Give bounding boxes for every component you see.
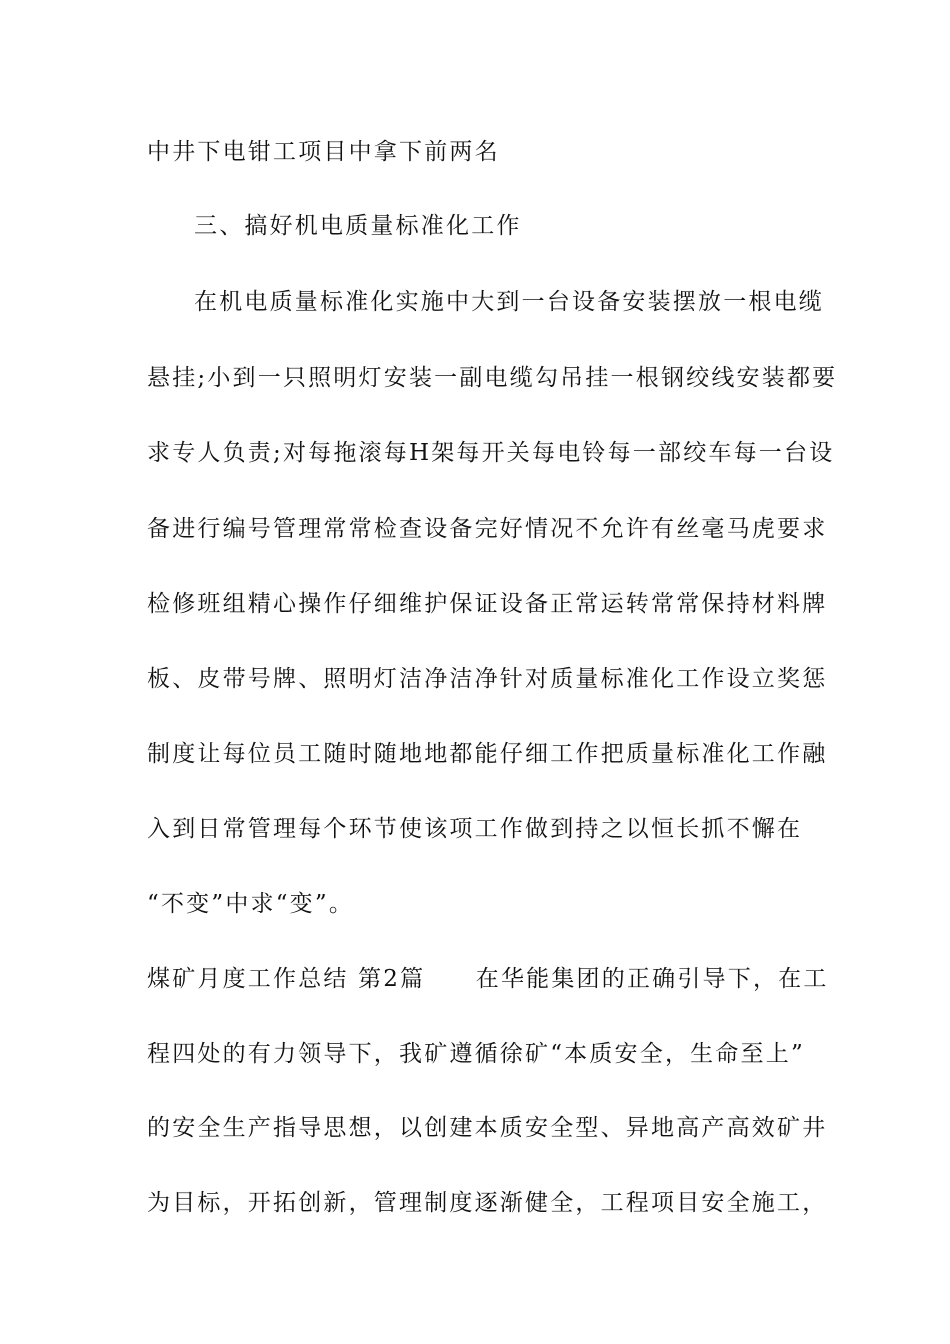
article-title-line: 煤矿月度工作总结 第2篇 在华能集团的正确引导下，在工 (147, 966, 829, 992)
paragraph-line-2: 悬挂;小到一只照明灯安装一副电缆勾吊挂一根钢绞线安装都要 (147, 365, 838, 391)
paragraph-line-11: 的安全生产指导思想，以创建本质安全型、异地高产高效矿井 (147, 1115, 828, 1141)
paragraph-line-12: 为目标，开拓创新，管理制度逐渐健全，工程项目安全施工， (147, 1190, 828, 1216)
paragraph-line-8: 入到日常管理每个环节使该项工作做到持之以恒长抓不懈在 (147, 816, 803, 842)
paragraph-line-9: “不变”中求“变”。 (147, 891, 355, 917)
paragraph-line-3: 求专人负责;对每拖滚每H架每开关每电铃每一部绞车每一台设 (147, 440, 835, 466)
paragraph-line-5: 检修班组精心操作仔细维护保证设备正常运转常常保持材料牌 (147, 591, 828, 617)
paragraph-line-7: 制度让每位员工随时随地地都能仔细工作把质量标准化工作融 (147, 741, 828, 767)
section-heading: 三、搞好机电质量标准化工作 (194, 213, 522, 239)
paragraph-line-1: 在机电质量标准化实施中大到一台设备安装摆放一根电缆 (194, 289, 824, 315)
text-line-1: 中井下电钳工项目中拿下前两名 (147, 139, 500, 165)
paragraph-line-4: 备进行编号管理常常检查设备完好情况不允许有丝毫马虎要求 (147, 516, 828, 542)
paragraph-line-6: 板、皮带号牌、照明灯洁净洁净针对质量标准化工作设立奖惩 (147, 666, 828, 692)
paragraph-line-10: 程四处的有力领导下，我矿遵循徐矿“本质安全，生命至上” (147, 1041, 805, 1067)
